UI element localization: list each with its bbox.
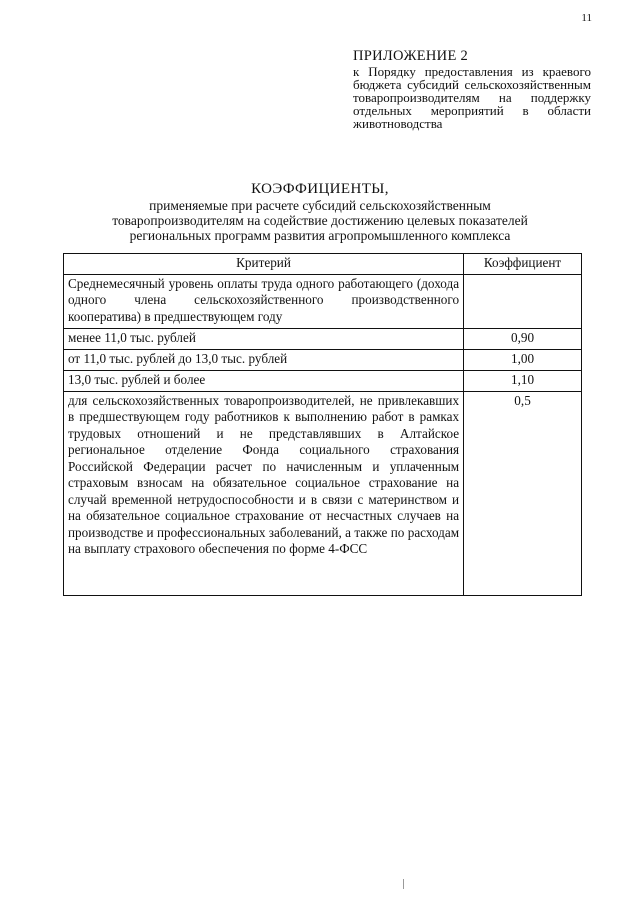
coefficient-cell: 1,10 xyxy=(464,370,582,391)
coefficients-table xyxy=(63,253,582,596)
heading-subtitle-line: применяемые при расчете субсидий сельскохозяйственным xyxy=(149,198,491,213)
coefficient-cell xyxy=(464,274,582,328)
criterion-cell: 13,0 тыс. рублей и более xyxy=(64,370,464,391)
table-row xyxy=(64,370,582,391)
appendix-block xyxy=(353,48,591,130)
appendix-text: к Порядку предоставления из краевого бюджета субсидий сельскохозяйственным товаропроизводителям на поддержку отдельных мероприятий в области животноводства xyxy=(353,64,591,131)
criterion-cell: от 11,0 тыс. рублей до 13,0 тыс. рублей xyxy=(64,349,464,370)
coefficient-cell: 0,5 xyxy=(464,391,582,595)
criterion-cell: для сельскохозяйственных товаропроизводителей, не привлекавших в предшествующем году работников к выполнению работ в рамках трудовых отношений и не представлявших в Алтайское региональное отделение Фонда социального страхования Российской Федерации расчет по начисленным и уплаченным страховым взносам на обязательное социальное страхование на случай временной нетрудоспособности и в связи с материнством и на обязательное социальное страхование от несчастных случаев на производстве и профессиональных заболеваний, а также по расходам на выплату страхового обеспечения по форме 4-ФСС xyxy=(64,391,464,595)
criterion-cell: менее 11,0 тыс. рублей xyxy=(64,328,464,349)
table-row xyxy=(64,328,582,349)
heading-title: КОЭФФИЦИЕНТЫ, xyxy=(251,181,389,197)
column-header-criterion: Критерий xyxy=(64,254,464,275)
heading-subtitle-line: региональных программ развития агропромышленного комплекса xyxy=(129,228,511,243)
table-row xyxy=(64,274,582,328)
coefficient-cell: 1,00 xyxy=(464,349,582,370)
page-number: 11 xyxy=(581,12,592,24)
heading-subtitle-line: товаропроизводителям на содействие достижению целевых показателей xyxy=(112,213,528,228)
table-header-row xyxy=(64,254,582,275)
table-row xyxy=(64,391,582,595)
scan-mark xyxy=(403,879,404,889)
column-header-coefficient: Коэффициент xyxy=(464,254,582,275)
table-row xyxy=(64,349,582,370)
document-heading xyxy=(60,181,580,243)
criterion-cell: Среднемесячный уровень оплаты труда одного работающего (дохода одного члена сельскохозяйственного производственного кооператива) в предшествующем году xyxy=(64,274,464,328)
appendix-title: ПРИЛОЖЕНИЕ 2 xyxy=(353,48,469,64)
coefficient-cell: 0,90 xyxy=(464,328,582,349)
